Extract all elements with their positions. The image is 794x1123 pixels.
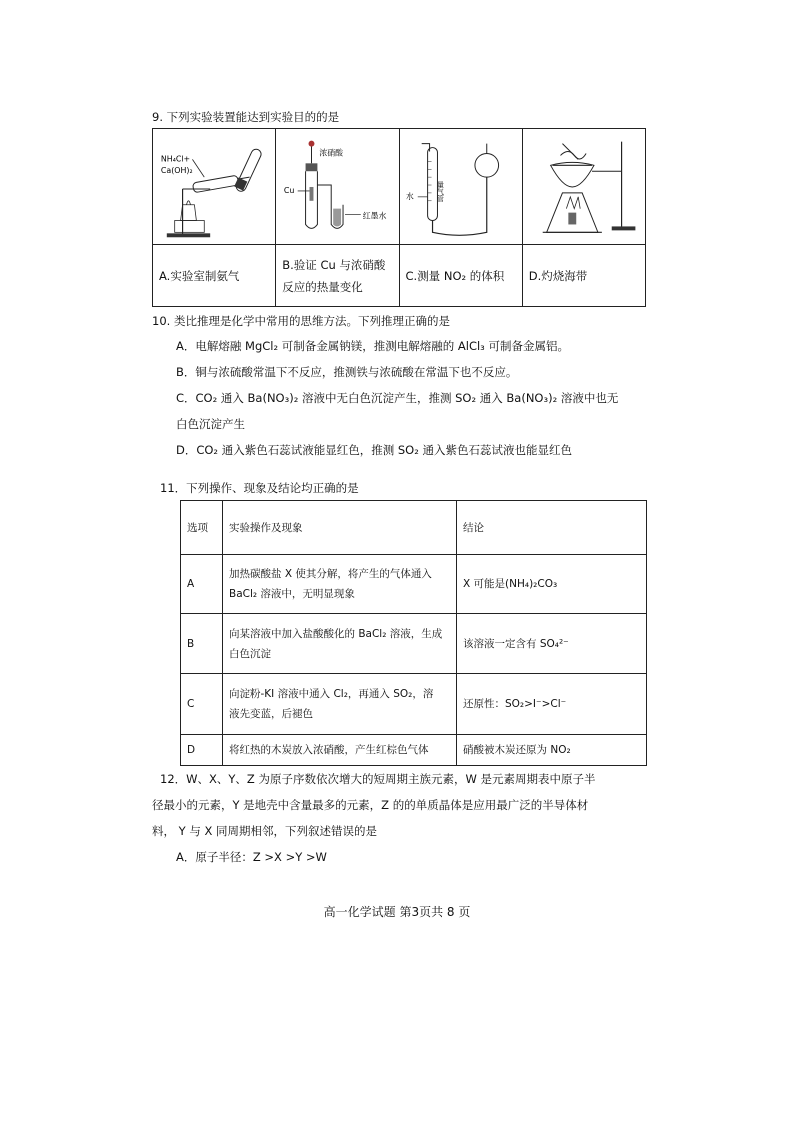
row-operation: 向某溶液中加入盐酸酸化的 BaCl₂ 溶液，生成 白色沉淀 xyxy=(223,614,457,674)
q9-figure-c xyxy=(399,129,522,245)
row-conclusion: 还原性：SO₂>I⁻>Cl⁻ xyxy=(457,674,647,735)
table-row[interactable] xyxy=(181,614,647,674)
table-row[interactable] xyxy=(181,555,647,614)
q9-figure-d xyxy=(522,129,645,245)
q12-stem-line1: 12．W、X、Y、Z 为原子序数依次增大的短周期主族元素，W 是元素周期表中原子半 xyxy=(160,772,596,786)
q9-option-a[interactable]: A.实验室制氨气 xyxy=(153,245,276,307)
q9-apparatus-table xyxy=(152,128,646,307)
q9-figure-b xyxy=(276,129,399,245)
q11-stem: 11．下列操作、现象及结论均正确的是 xyxy=(160,481,359,495)
q10-stem: 10. 类比推理是化学中常用的思维方法。下列推理正确的是 xyxy=(152,314,450,328)
row-conclusion: X 可能是(NH₄)₂CO₃ xyxy=(457,555,647,614)
q9-figure-a xyxy=(153,129,276,245)
ammonia-prep-apparatus-drawing xyxy=(153,129,275,244)
row-operation: 加热碳酸盐 X 使其分解，将产生的气体通入 BaCl₂ 溶液中，无明显现象 xyxy=(223,555,457,614)
q9-option-d[interactable]: D.灼烧海带 xyxy=(522,245,645,307)
fig-b-label-acid: 浓硝酸 xyxy=(319,148,344,158)
row-option-letter: A xyxy=(181,555,223,614)
fig-a-label2: Ca(OH)₂ xyxy=(160,166,193,176)
cu-nitric-acid-apparatus-drawing xyxy=(276,129,398,244)
table-row[interactable] xyxy=(181,674,647,735)
row-option-letter: C xyxy=(181,674,223,735)
row-operation: 向淀粉-KI 溶液中通入 Cl₂，再通入 SO₂，溶 液先变蓝，后褪色 xyxy=(223,674,457,735)
q10-option-c[interactable]: C．CO₂ 通入 Ba(NO₃)₂ 溶液中无白色沉淀产生，推测 SO₂ 通入 Ba(NO₃)₂ 溶液中也无 xyxy=(176,391,619,405)
page-footer: 高一化学试题 第3页共 8 页 xyxy=(323,905,471,919)
q11-header-row xyxy=(181,501,647,555)
row-option-letter: B xyxy=(181,614,223,674)
row-option-letter: D xyxy=(181,735,223,766)
q12-stem-line2: 径最小的元素，Y 是地壳中含量最多的元素，Z 的的单质晶体是应用最广泛的半导体材 xyxy=(152,798,589,812)
q11-table xyxy=(180,500,647,766)
q9-option-c[interactable]: C.测量 NO₂ 的体积 xyxy=(399,245,522,307)
q12-stem-line3: 料， Y 与 X 同周期相邻，下列叙述错误的是 xyxy=(152,824,378,838)
row-operation: 将红热的木炭放入浓硝酸，产生红棕色气体 xyxy=(223,735,457,766)
q10-option-b[interactable]: B．铜与浓硫酸常温下不反应，推测铁与浓硫酸在常温下也不反应。 xyxy=(176,365,518,379)
row-conclusion: 硝酸被木炭还原为 NO₂ xyxy=(457,735,647,766)
q10-option-d[interactable]: D．CO₂ 通入紫色石蕊试液能显红色，推测 SO₂ 通入紫色石蕊试液也能显红色 xyxy=(176,443,572,457)
fig-a-label1: NH₄Cl+ xyxy=(160,154,191,164)
fig-c-label-tube: 量气管 xyxy=(434,181,443,202)
seaweed-burning-apparatus-drawing xyxy=(523,129,645,244)
q10-option-a[interactable]: A．电解熔融 MgCl₂ 可制备金属钠镁，推测电解熔融的 AlCl₃ 可制备金属铝。 xyxy=(176,339,569,353)
fig-c-label-water: 水 xyxy=(405,191,414,201)
q11-header-option: 选项 xyxy=(181,501,223,555)
q9-stem: 9. 下列实验装置能达到实验目的的是 xyxy=(152,110,340,124)
q10-option-c-continued: 白色沉淀产生 xyxy=(176,417,245,431)
gas-measuring-apparatus-drawing xyxy=(400,129,522,244)
table-row[interactable] xyxy=(181,735,647,766)
q11-header-operation: 实验操作及现象 xyxy=(223,501,457,555)
fig-b-label-cu: Cu xyxy=(284,185,295,195)
q12-option-a[interactable]: A．原子半径：Z >X >Y >W xyxy=(176,850,327,864)
row-conclusion: 该溶液一定含有 SO₄²⁻ xyxy=(457,614,647,674)
q9-option-b[interactable]: B.验证 Cu 与浓硝酸反应的热量变化 xyxy=(276,245,399,307)
fig-b-label-ink: 红墨水 xyxy=(363,211,387,221)
q11-header-conclusion: 结论 xyxy=(457,501,647,555)
